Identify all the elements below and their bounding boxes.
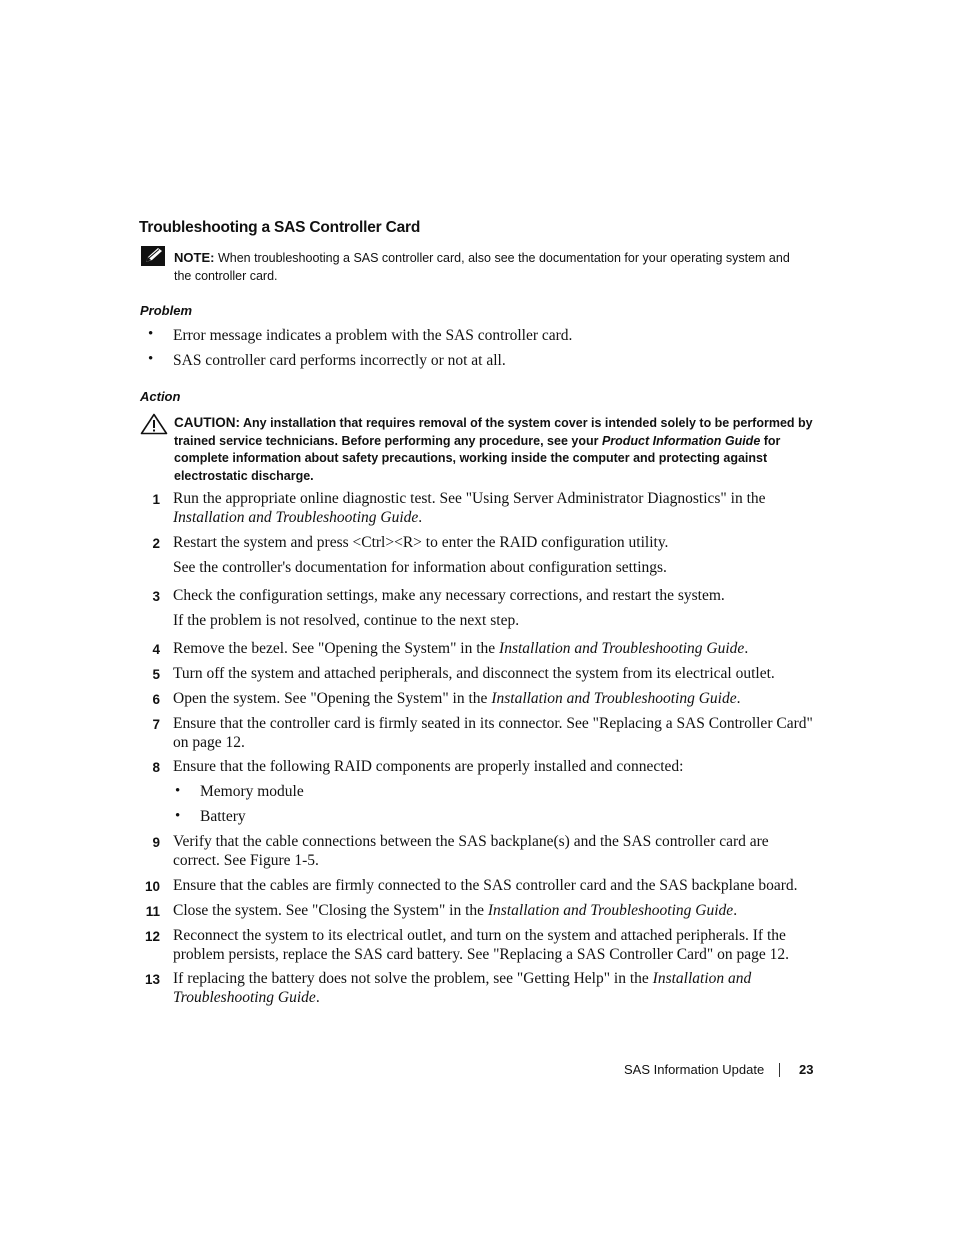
caution-triangle-icon — [140, 413, 168, 435]
step-number: 11 — [145, 904, 160, 919]
step-text: If replacing the battery does not solve the problem, see "Getting Help" in the Installation and Troubleshooting Guide. — [173, 970, 752, 1006]
step-text: Turn off the system and attached peripherals, and disconnect the system from its electrical outlet. — [173, 665, 775, 682]
step-text: Run the appropriate online diagnostic test. See "Using Server Administrator Diagnostics" in the Installation and Troubleshooting Guide. — [173, 490, 766, 526]
step-number: 5 — [152, 667, 160, 682]
note-pencil-icon — [140, 245, 166, 267]
step-number: 4 — [152, 642, 160, 657]
problem-heading: Problem — [140, 303, 193, 318]
step-text: Check the configuration settings, make any necessary corrections, and restart the system. — [173, 587, 725, 604]
step-number: 9 — [152, 835, 160, 850]
step-text: Close the system. See "Closing the System" in the Installation and Troubleshooting Guide. — [173, 902, 738, 919]
step-number: 12 — [144, 929, 160, 944]
step-number: 13 — [144, 972, 160, 987]
step-number: 10 — [144, 879, 160, 894]
note-label: NOTE: — [174, 250, 215, 265]
step-text: Restart the system and press <Ctrl><R> to enter the RAID configuration utility. — [173, 534, 669, 551]
footer-label: SAS Information Update — [624, 1062, 765, 1077]
step-number: 6 — [152, 692, 160, 707]
caution-body-start: Any installation that requires removal of the system cover is intended solely to be performed by trained service technicians. Before performing any procedure, see your — [174, 416, 813, 448]
bullet: • — [175, 783, 181, 799]
step-number: 8 — [152, 760, 160, 775]
step-number: 3 — [152, 589, 160, 604]
bullet: • — [148, 351, 154, 367]
step-text: Reconnect the system to its electrical outlet, and turn on the system and attached peripherals. If the problem persists, replace the SAS card battery. See "Replacing a SAS Controller Card" on page 12. — [173, 927, 789, 963]
step-number: 7 — [152, 717, 160, 732]
page-number: 23 — [799, 1062, 814, 1077]
problem-item: SAS controller card performs incorrectly or not at all. — [173, 352, 506, 369]
step-number: 1 — [152, 492, 160, 507]
sub-bullet-item: Battery — [200, 808, 246, 825]
note-text — [174, 249, 794, 285]
step-text: Ensure that the cables are firmly connected to the SAS controller card and the SAS backplane board. — [173, 877, 798, 894]
step-text: Verify that the cable connections between the SAS backplane(s) and the SAS controller card are correct. See Figure 1-5. — [173, 833, 769, 869]
caution-label: CAUTION: — [174, 415, 240, 430]
caution-body-end: for complete information about safety precautions, working inside the computer and protecting against electrostatic discharge. — [174, 433, 781, 483]
page-title: Troubleshooting a SAS Controller Card — [139, 219, 421, 236]
bullet: • — [175, 808, 181, 824]
problem-item: Error message indicates a problem with the SAS controller card. — [173, 327, 573, 344]
footer-divider — [779, 1063, 780, 1077]
bullet: • — [148, 326, 154, 342]
step-text: Remove the bezel. See "Opening the System" in the Installation and Troubleshooting Guide. — [173, 640, 749, 657]
caution-text — [174, 414, 814, 485]
step-text: If the problem is not resolved, continue to the next step. — [173, 612, 520, 629]
step-text: Ensure that the following RAID components are properly installed and connected: — [173, 758, 684, 775]
step-text: See the controller's documentation for information about configuration settings. — [173, 559, 667, 576]
note-body: When troubleshooting a SAS controller card, also see the documentation for your operating system and the controller card. — [174, 251, 790, 283]
caution-emphasis: Product Information Guide — [601, 433, 761, 448]
step-text: Open the system. See "Opening the System" in the Installation and Troubleshooting Guide. — [173, 690, 741, 707]
action-heading: Action — [140, 389, 181, 404]
step-number: 2 — [152, 536, 160, 551]
sub-bullet-item: Memory module — [200, 783, 304, 800]
step-text: Ensure that the controller card is firmly seated in its connector. See "Replacing a SAS Controller Card" on page 12. — [173, 715, 813, 751]
